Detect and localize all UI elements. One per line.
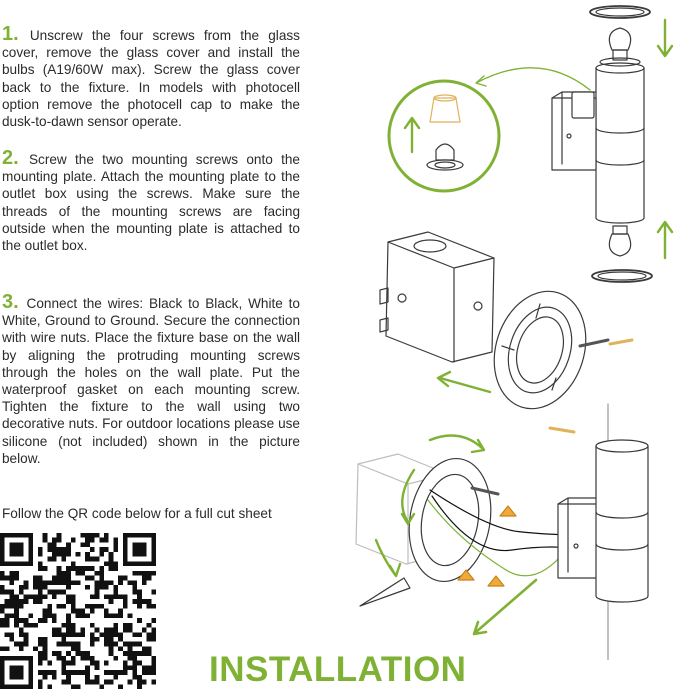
step-1 [2,23,300,130]
photocell-sensor [436,144,454,160]
arrow-diagonal-icon [474,580,536,634]
arrow-left-icon [438,372,490,392]
step-2-number: 2. [2,147,19,169]
step-3-number: 3. [2,291,19,313]
fixture-cylinder-top [596,68,644,223]
wire-nut-icon [500,506,516,516]
step-1-text: Unscrew the four screws from the glass cover, remove the glass cover and install the bulbs (A19/60W max). Screw the glass cover back to the fixture. In models with photocell option remove the photocell cap to make the dusk-to-dawn sensor operate. [2,28,300,130]
photocell-detail [389,81,499,191]
screw-icon [610,340,632,344]
rotate-arrow-icon [430,436,484,453]
arrow-down-icon [658,20,672,56]
bottom-fixture [558,440,648,602]
step-3-text: Connect the wires: Black to Black, White to White, Ground to Ground. Secure the connection with wire nuts. Place the fixture base on the wall by aligning the protruding mounting screws through the holes on the wall plate. Put the waterproof gasket on each mounting screw. Tighten the fixture to the wall using two decorative nuts. For outdoor locations please use silicone (not included) shown in the picture below. [2,296,300,466]
step-3 [2,291,300,467]
step-2-text: Screw the two mounting screws onto the mounting plate. Attach the mounting plate to the outlet box using the screws. Make sure the threads of the mounting screws are facing outside when the mounting plate is attached to the outlet box. [2,152,300,254]
qr-code[interactable] [0,533,156,689]
arrow-up-icon [658,222,672,258]
step-2 [2,147,300,254]
silicone-tube-icon [360,578,410,606]
wire-nut-icon-3 [488,576,504,586]
top-fixture [552,6,652,282]
outlet-box [380,232,494,362]
installation-illustration [340,0,679,660]
step-1-number: 1. [2,23,19,45]
curved-arrow-icon [478,68,590,90]
screw-icon-2 [550,428,574,432]
bulb-top [609,28,630,50]
page-title: INSTALLATION [209,650,467,689]
bulb-bottom [609,234,630,256]
mounting-plate [480,279,608,420]
qr-caption: Follow the QR code below for a full cut sheet [2,506,272,521]
arrow-up-icon-photocell [405,118,419,152]
